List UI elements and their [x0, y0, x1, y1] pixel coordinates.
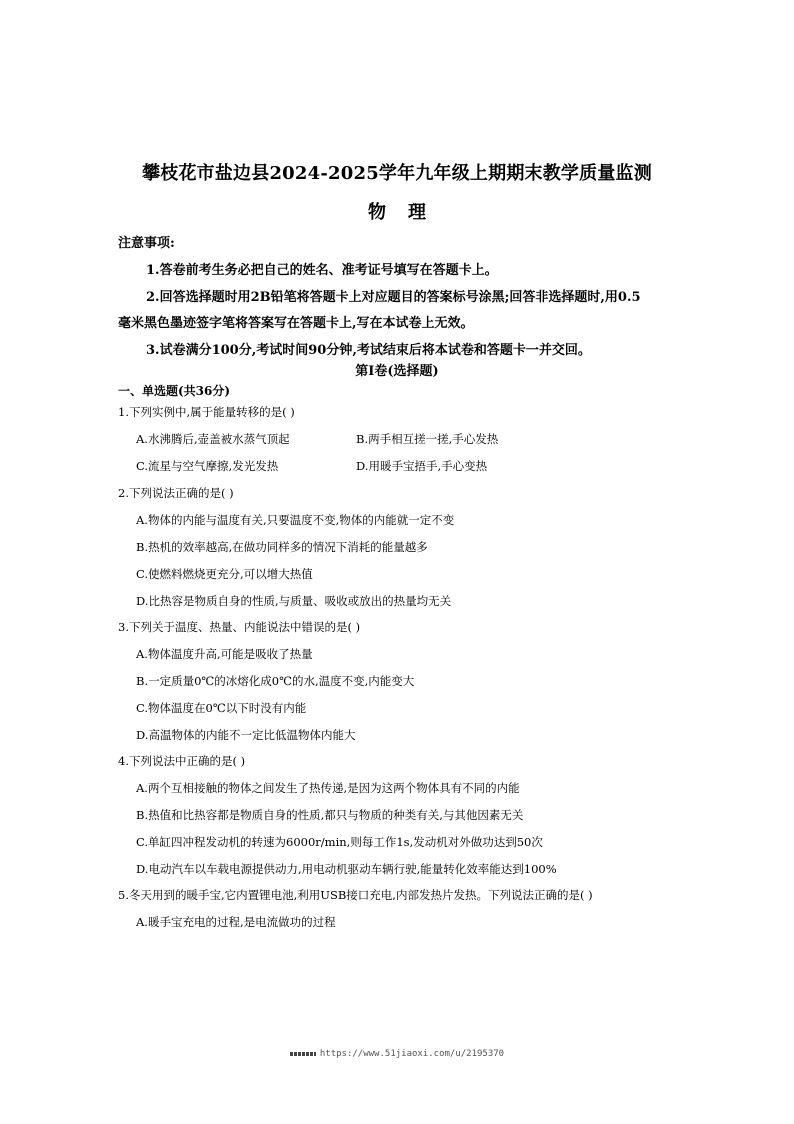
option: A.物体温度升高,可能是吸收了热量 — [136, 647, 313, 661]
subject-title: 物理 — [368, 202, 448, 223]
option: D.用暖手宝捂手,手心变热 — [356, 459, 488, 473]
option: B.一定质量0℃的冰熔化成0℃的水,温度不变,内能变大 — [136, 674, 415, 688]
option: B.热机的效率越高,在做功同样多的情况下消耗的能量越多 — [136, 540, 428, 554]
part-heading: 一、单选题(共36分) — [118, 384, 231, 398]
question-stem: 5.冬天用到的暖手宝,它内置锂电池,利用USB接口充电,内部发热片发热。下列说法正确的是( ) — [118, 888, 593, 902]
option: B.两手相互搓一搓,手心发热 — [356, 432, 499, 446]
notice-heading: 注意事项: — [118, 236, 175, 251]
option: B.热值和比热容都是物质自身的性质,都只与物质的种类有关,与其他因素无关 — [136, 808, 524, 822]
footer-link[interactable]: https://www.51jiaoxi.com/u/2195370 — [319, 1049, 505, 1059]
page-title: 攀枝花市盐边县2024-2025学年九年级上期期末教学质量监测 — [142, 163, 652, 184]
option: C.物体温度在0℃以下时没有内能 — [136, 701, 307, 715]
question-stem: 2.下列说法正确的是( ) — [118, 486, 234, 500]
question-stem: 1.下列实例中,属于能量转移的是( ) — [118, 405, 295, 419]
section-title: 第Ⅰ卷(选择题) — [355, 364, 439, 379]
option: A.物体的内能与温度有关,只要温度不变,物体的内能就一定不变 — [136, 513, 455, 527]
footer — [0, 1049, 794, 1059]
option: A.水沸腾后,壶盖被水蒸气顶起 — [136, 432, 290, 446]
option: D.高温物体的内能不一定比低温物体内能大 — [136, 728, 356, 742]
option: A.两个互相接触的物体之间发生了热传递,是因为这两个物体具有不同的内能 — [136, 781, 520, 795]
question-stem: 3.下列关于温度、热量、内能说法中错误的是( ) — [118, 620, 361, 634]
option: D.电动汽车以车载电源提供动力,用电动机驱动车辆行驶,能量转化效率能达到100% — [136, 862, 557, 876]
question-stem: 4.下列说法中正确的是( ) — [118, 754, 246, 768]
notice-item: 毫米黑色墨迹签字笔将答案写在答题卡上,写在本试卷上无效。 — [118, 316, 474, 331]
notice-item: 3.试卷满分100分,考试时间90分钟,考试结束后将本试卷和答题卡一并交回。 — [146, 343, 591, 358]
site-logo-icon — [290, 1052, 316, 1056]
option: A.暖手宝充电的过程,是电流做功的过程 — [136, 915, 336, 929]
option: C.流星与空气摩擦,发光发热 — [136, 459, 279, 473]
notice-item: 1.答卷前考生务必把自己的姓名、准考证号填写在答题卡上。 — [146, 263, 498, 278]
option: C.使燃料燃烧更充分,可以增大热值 — [136, 567, 313, 581]
option: D.比热容是物质自身的性质,与质量、吸收或放出的热量均无关 — [136, 594, 452, 608]
option: C.单缸四冲程发动机的转速为6000r/min,则每工作1s,发动机对外做功达到50次 — [136, 835, 543, 849]
notice-item: 2.回答选择题时用2B铅笔将答题卡上对应题目的答案标号涂黑;回答非选择题时,用0.5 — [146, 290, 641, 305]
